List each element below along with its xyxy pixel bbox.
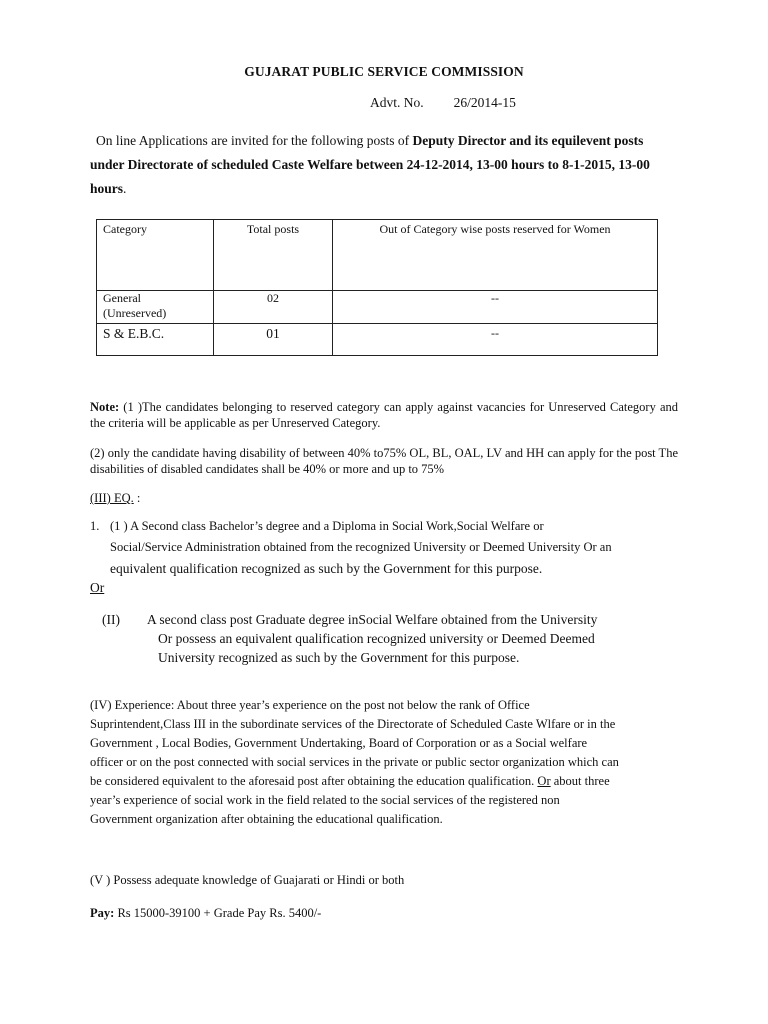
- or-separator: Or: [90, 580, 105, 595]
- cell-total-posts: 02: [214, 291, 333, 324]
- qualification-2-line-2: Or possess an equivalent qualification recognized university or Deemed Deemed: [158, 631, 595, 646]
- pay-scale: [90, 906, 321, 921]
- experience-or: Or: [537, 774, 551, 788]
- header-total-posts: Total posts: [214, 220, 333, 291]
- intro-paragraph: [90, 129, 690, 201]
- qualification-1-line-2: Social/Service Administration obtained from the recognized University or Deemed University Or an: [110, 540, 612, 554]
- advt-number: 26/2014-15: [453, 95, 516, 110]
- category-general: General: [103, 291, 141, 305]
- eq-label: (III) EQ.: [90, 491, 134, 505]
- pay-text: Rs 15000-39100 + Grade Pay Rs. 5400/-: [114, 906, 322, 920]
- intro-prefix: On line Applications are invited for the following posts of: [96, 133, 413, 148]
- advertisement-number: [370, 95, 516, 111]
- header-category: Category: [97, 220, 214, 291]
- qualification-2-line-3: University recognized as such by the Government for this purpose.: [158, 650, 520, 665]
- eq-heading: [90, 491, 140, 506]
- experience-line-5-b: about three: [550, 774, 610, 788]
- qualification-2-number: (II): [102, 612, 120, 627]
- advt-label: Advt. No.: [370, 95, 424, 110]
- table-row: [97, 291, 658, 324]
- intro-directorate-dates: under Directorate of scheduled Caste Welfare between 24-12-2014, 13-00 hours to 8-1-2015, 13-00: [90, 157, 650, 172]
- experience-paragraph: [90, 696, 680, 829]
- cell-women-posts: --: [333, 291, 658, 324]
- experience-line-2: Suprintendent,Class III in the subordinate services of the Directorate of Scheduled Caste Wlfare or in the: [90, 717, 616, 731]
- header-women-reserved: Out of Category wise posts reserved for Women: [333, 220, 658, 291]
- experience-line-1: (IV) Experience: About three year’s experience on the post not below the rank of Office: [90, 698, 530, 712]
- category-unreserved: (Unreserved): [103, 306, 167, 320]
- qualification-2-text: A second class post Graduate degree inSocial Welfare obtained from the University: [147, 612, 598, 627]
- intro-suffix: .: [123, 181, 127, 196]
- intro-post-name: Deputy Director and its equilevent posts: [412, 133, 644, 148]
- category-table: [96, 219, 658, 356]
- qualification-1-text: (1 ) A Second class Bachelor’s degree and a Diploma in Social Work,Social Welfare or: [110, 519, 544, 533]
- note-paragraph-1: [90, 399, 678, 431]
- qualification-1-line-1: [90, 519, 544, 534]
- experience-line-3: Government , Local Bodies, Government Undertaking, Board of Corporation or as a Social welfare: [90, 736, 588, 750]
- table-row: [97, 324, 658, 356]
- experience-line-5-a: be considered equivalent to the aforesaid post after obtaining the education qualification.: [90, 774, 538, 788]
- cell-category: S & E.B.C.: [97, 324, 214, 356]
- eq-suffix: :: [133, 491, 141, 505]
- qualification-1-line-3: equivalent qualification recognized as such by the Government for this purpose.: [110, 561, 543, 576]
- table-header-row: [97, 220, 658, 291]
- note-label: Note:: [90, 400, 120, 414]
- document-title: GUJARAT PUBLIC SERVICE COMMISSION: [244, 64, 524, 79]
- experience-line-5: [90, 772, 680, 791]
- intro-hours: hours: [90, 181, 124, 196]
- cell-women-posts: --: [333, 324, 658, 356]
- experience-line-4: officer or on the post connected with social services in the private or public sector organization which can: [90, 755, 619, 769]
- note-paragraph-2: (2) only the candidate having disability of between 40% to75% OL, BL, OAL, LV and HH can apply for the post The disabilities of disabled candidates shall be 40% or more and up to 75%: [90, 446, 678, 476]
- pay-label: Pay:: [90, 906, 115, 920]
- qualification-2-line-1: [102, 612, 598, 628]
- note-1-text: (1 )The candidates belonging to reserved category can apply against vacancies for Unreserved Category and the criteria will be applicable as per Unreserved Category.: [90, 400, 678, 430]
- cell-category: [97, 291, 214, 324]
- qualification-1-number: 1.: [90, 519, 100, 533]
- language-requirement: (V ) Possess adequate knowledge of Guajarati or Hindi or both: [90, 873, 405, 887]
- experience-line-6: year’s experience of social work in the field related to the social services of the registered non: [90, 793, 560, 807]
- cell-total-posts: 01: [214, 324, 333, 356]
- experience-line-7: Government organization after obtaining the educational qualification.: [90, 812, 443, 826]
